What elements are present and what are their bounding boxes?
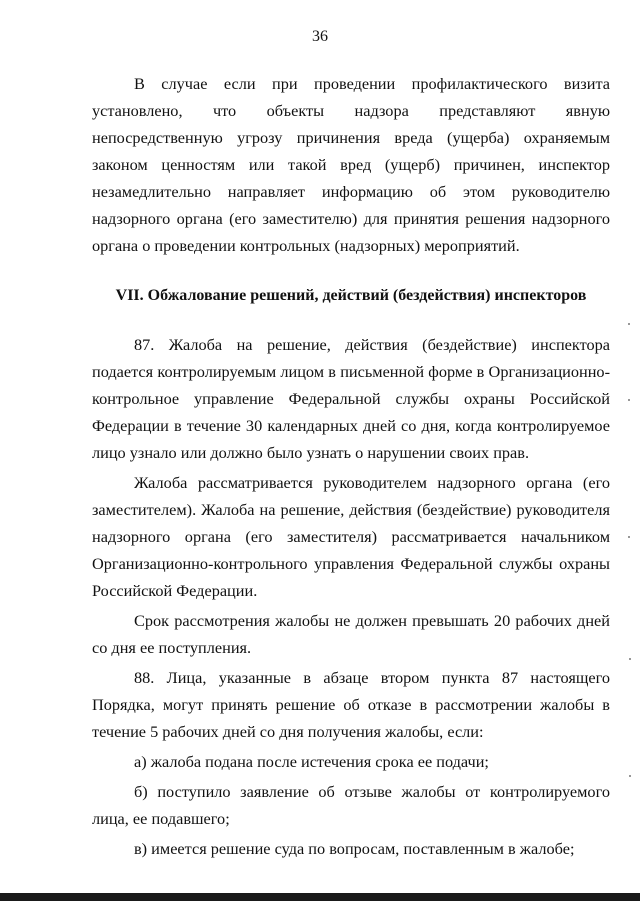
list-item-v: в) имеется решение суда по вопросам, поставленным в жалобе; [134, 839, 575, 858]
scan-dot [628, 323, 630, 325]
paragraph-88: 88. Лица, указанные в абзаце втором пункта 87 настоящего Порядка, могут принять решение об отказе в рассмотрении жалобы в течение 5 рабочих дней со дня получения жалобы, если: [92, 668, 610, 741]
list-item-b: б) поступило заявление об отзыве жалобы от контролируемого лица, ее подавшего; [92, 782, 610, 828]
paragraph-review-period: Срок рассмотрения жалобы не должен превышать 20 рабочих дней со дня ее поступления. [92, 611, 610, 657]
list-item-a: а) жалоба подана после истечения срока ее подачи; [134, 752, 489, 771]
scan-dot [629, 658, 631, 660]
section-heading: VII. Обжалование решений, действий (бездействия) инспекторов [115, 287, 587, 304]
paragraph-complaint-review: Жалоба рассматривается руководителем надзорного органа (его заместителем). Жалоба на решение, действия (бездействие) руководителя надзорного органа (его заместителя) рассматривается начальником Организационно-контрольного управления Федеральной службы охраны Российской Федерации. [92, 473, 610, 600]
scan-dot [628, 536, 630, 538]
page-number: 36 [312, 28, 328, 45]
paragraph-87: 87. Жалоба на решение, действия (бездействие) инспектора подается контролируемым лицом в письменной форме в Организационно-контрольное управление Федеральной службы охраны Российской Федерации в течение 30 календарных дней со дня, когда контролируемое лицо узнало или должно было узнать о нарушении своих прав. [92, 335, 610, 462]
scan-bottom-edge [0, 893, 640, 901]
scan-dot [628, 399, 630, 401]
paragraph-visit-threat: В случае если при проведении профилактического визита установлено, что объекты надзора представляют явную непосредственную угрозу причинения вреда (ущерба) охраняемым законом ценностям или такой вред (ущерб) причинен, инспектор незамедлительно направляет информацию об этом руководителю надзорного органа (его заместителю) для принятия решения надзорного органа о проведении контрольных (надзорных) мероприятий. [92, 74, 610, 255]
scan-dot [629, 775, 631, 777]
document-body [92, 70, 610, 862]
